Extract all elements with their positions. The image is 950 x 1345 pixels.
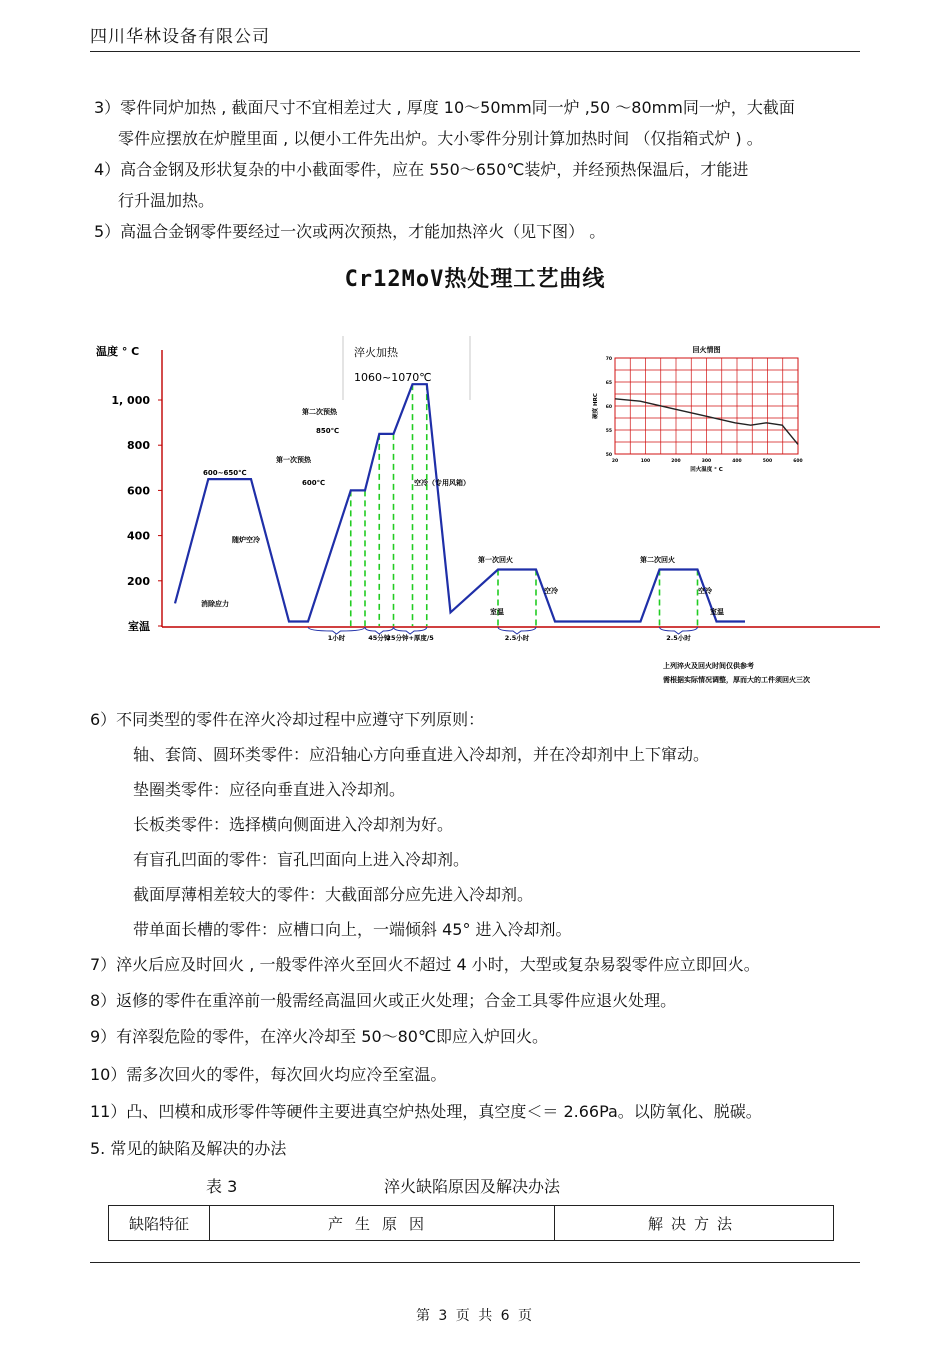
paragraph-8: 8）返修的零件在重淬前一般需经高温回火或正火处理；合金工具零件应退火处理。 [90,991,677,1010]
paragraph-4-line2: 行升温加热。 [118,191,215,210]
rule-item: 有盲孔凹面的零件：盲孔凹面向上进入冷却剂。 [133,850,470,869]
heat-treatment-chart [0,330,950,690]
footer-rule [90,1262,860,1263]
duration-brace [498,627,536,634]
inset-y-tick: 50 [605,453,612,458]
annotation-air-cool-1: 空冷 [544,587,558,595]
inset-y-tick: 55 [605,429,612,434]
rule-item: 轴、套筒、圆环类零件：应沿轴心方向垂直进入冷却剂，并在冷却剂中上下窜动。 [133,745,710,764]
inset-y-tick: 60 [605,405,612,410]
duration-brace [365,627,394,634]
annotation-preheat2-temp: 850℃ [316,427,340,435]
annotation-room-temp-1: 室温 [490,608,504,616]
inset-y-tick: 70 [605,357,612,362]
paragraph-6-title: 6）不同类型的零件在淬火冷却过程中应遵守下列原则： [90,710,485,729]
annotation-note1: 上列淬火及回火时间仅供参考 [663,662,754,670]
y-tick-label: 200 [127,574,150,588]
y-tick-label: 600 [127,484,150,498]
annotation-preheat1-temp: 600℃ [302,479,326,487]
table-header-cell: 解决方法 [647,1214,740,1233]
rule-item: 长板类零件：选择横向侧面进入冷却剂为好。 [133,815,454,834]
quench-heat-label: 淬火加热 [354,346,398,359]
inset-x-tick: 20 [611,459,619,464]
inset-x-tick: 100 [640,459,651,464]
quench-temp-label: 1060~1070℃ [354,371,432,384]
table-label: 表 3 [206,1177,238,1196]
inset-x-tick: 400 [732,459,742,464]
company-header: 四川华林设备有限公司 [90,27,270,47]
paragraph-3-line2: 零件应摆放在炉膛里面 , 以便小工件先出炉。大小零件分别计算加热时间 （仅指箱式炉 ) 。 [118,129,763,148]
inset-y-tick: 65 [605,381,612,386]
annotation-stress-relief-temp: 600~650℃ [203,469,247,477]
annotation-preheat2: 第二次预热 [302,408,337,416]
temperature-curve-line [175,384,745,621]
inset-x-tick: 200 [671,459,681,464]
paragraph-5: 5）高温合金钢零件要经过一次或两次预热，才能加热淬火（见下图） 。 [94,222,606,241]
y-tick-label: 400 [127,529,150,543]
paragraph-10: 10）需多次回火的零件，每次回火均应冷至室温。 [90,1065,447,1084]
duration-brace [394,627,427,634]
annotation-air-quench: 空冷（专用风箱） [414,479,470,487]
inset-y-label: 硬度 HRC [593,393,599,419]
rule-item: 带单面长槽的零件：应槽口向上，一端倾斜 45° 进入冷却剂。 [133,920,572,939]
y-tick-label: 室温 [128,620,150,633]
duration-label: 45分钟 [368,634,391,642]
y-tick-label: 800 [127,439,150,453]
section-5-heading: 5. 常见的缺陷及解决的办法 [90,1139,287,1158]
rule-item: 垫圈类零件：应径向垂直进入冷却剂。 [133,780,406,799]
y-tick-label: 1, 000 [111,394,150,407]
paragraph-7: 7）淬火后应及时回火 , 一般零件淬火至回火不超过 4 小时，大型或复杂易裂零件应立即回火。 [90,955,760,974]
inset-x-label: 回火温度 ° C [690,467,723,473]
rule-item: 截面厚薄相差较大的零件：大截面部分应先进入冷却剂。 [133,885,534,904]
annotation-air-cool-2: 空冷 [698,587,712,595]
annotation-temper2: 第二次回火 [640,556,675,564]
inset-x-tick: 500 [762,459,773,464]
paragraph-3-line1: 3）零件同炉加热 , 截面尺寸不宜相差过大 , 厚度 10～50mm同一炉 ,50 ～80mm同一炉，大截面 [94,98,795,117]
duration-brace [308,627,365,634]
defects-table [108,1205,834,1241]
table-header-cell: 产生原因 [210,1206,555,1240]
annotation-temper1: 第一次回火 [478,556,513,564]
annotation-room-temp-2: 室温 [710,608,724,616]
y-axis-label: 温度 ° C [96,345,140,358]
duration-label: 25分钟+厚度/5 [386,634,434,642]
paragraph-11: 11）凸、凹模和成形零件等硬件主要进真空炉热处理，真空度＜＝ 2.66Pa。以防氧化、脱碳。 [90,1102,762,1121]
duration-label: 1小时 [327,634,346,642]
annotation-furnace-cool: 随炉空冷 [232,536,260,544]
annotation-stress-relief: 消除应力 [201,600,229,608]
table-caption: 淬火缺陷原因及解决办法 [384,1177,561,1196]
paragraph-9: 9）有淬裂危险的零件，在淬火冷却至 50～80℃即应入炉回火。 [90,1027,548,1046]
inset-x-tick: 300 [701,459,712,464]
table-header-cell: 缺陷特征 [109,1206,210,1240]
inset-x-tick: 600 [793,459,803,464]
duration-brace [660,627,698,634]
duration-label: 2.5小时 [666,634,691,642]
annotation-preheat1: 第一次预热 [276,456,311,464]
paragraph-4-line1: 4）高合金钢及形状复杂的中小截面零件，应在 550～650℃装炉，并经预热保温后，才能进 [94,160,749,179]
duration-label: 2.5小时 [504,634,530,642]
page-footer: 第 3 页 共 6 页 [415,1308,535,1324]
inset-title: 回火情图 [692,346,721,354]
annotation-note2: 需根据实际情况调整，厚而大的工件须回火三次 [663,676,810,684]
chart-title: Cr12MoV热处理工艺曲线 [344,267,606,292]
header-rule [90,51,860,52]
